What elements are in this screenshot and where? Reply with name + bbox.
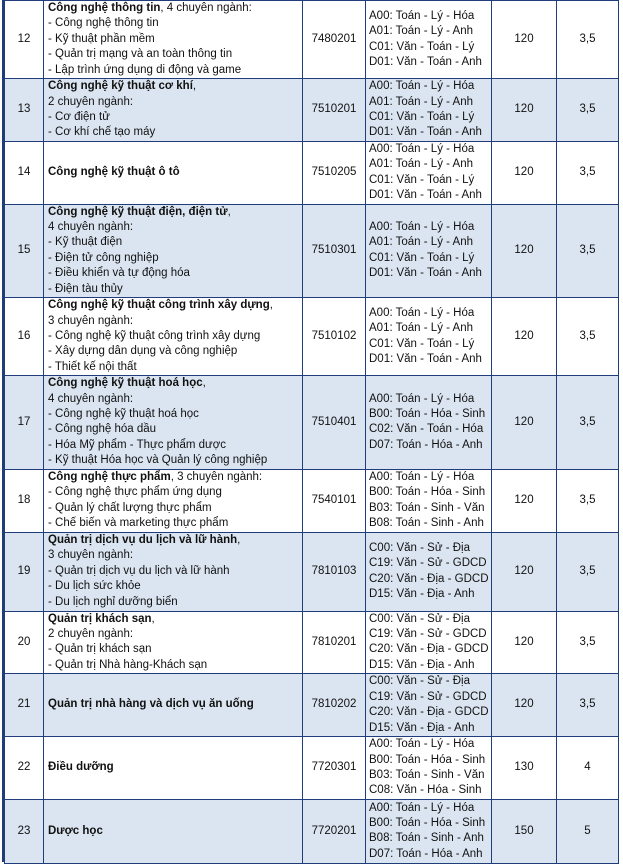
subject-combination: B00: Toán - Hóa - Sinh [369, 407, 486, 420]
subject-combination: A00: Toán - Lý - Hóa [369, 801, 475, 814]
subject-combination: A00: Toán - Lý - Hóa [369, 306, 475, 319]
program-cell [44, 799, 303, 863]
subject-combination: A01: Toán - Lý - Anh [369, 322, 473, 335]
specialization-item: - Hóa Mỹ phẩm - Thực phẩm dược [48, 438, 227, 451]
program-title-suffix: , 3 chuyên ngành: [170, 470, 263, 483]
specialization-item: - Kỹ thuật phần mềm [48, 32, 155, 45]
table-row [5, 1, 619, 79]
subject-combination: C08: Văn - Hóa - Sinh [369, 784, 482, 797]
specialization-item: - Chế biến và marketing thực phẩm [48, 516, 229, 529]
program-heading [48, 1, 302, 16]
quota: 120 [492, 204, 557, 297]
table-row [5, 737, 619, 800]
specialization-item: - Xây dựng dân dụng và công nghiệp [48, 345, 238, 358]
specialization-count: 3 chuyên ngành: [48, 314, 134, 327]
program-cell [44, 532, 303, 611]
subject-combination: D15: Văn - Địa - Anh [369, 587, 475, 600]
quota: 120 [492, 611, 557, 674]
min-score: 3,5 [557, 298, 619, 376]
program-heading [48, 79, 302, 94]
program-heading [48, 298, 302, 313]
quota: 120 [492, 674, 557, 737]
quota: 120 [492, 79, 557, 142]
subject-combination: C01: Văn - Toán - Lý [369, 251, 475, 264]
subject-combination: C01: Văn - Toán - Lý [369, 111, 475, 124]
subject-combination: B08: Toán - Sinh - Anh [369, 516, 484, 529]
subject-combination: A00: Toán - Lý - Hóa [369, 143, 475, 156]
quota: 120 [492, 1, 557, 79]
program-heading [48, 533, 302, 548]
program-title: Công nghệ kỹ thuật cơ khí [48, 80, 193, 93]
program-code: 7720301 [303, 737, 366, 800]
admissions-table-frame [2, 0, 618, 862]
program-code: 7810201 [303, 611, 366, 674]
program-code: 7810103 [303, 532, 366, 611]
specialization-count: 2 chuyên ngành: [48, 627, 134, 640]
program-code: 7510205 [303, 142, 366, 205]
row-number: 13 [5, 79, 44, 142]
subject-combinations [366, 79, 492, 142]
row-number: 22 [5, 737, 44, 800]
subject-combination: D07: Toán - Hóa - Anh [369, 438, 483, 451]
quota: 120 [492, 376, 557, 469]
table-row [5, 142, 619, 205]
program-title: Công nghệ thông tin [48, 2, 161, 14]
table-row [5, 298, 619, 376]
program-heading [48, 165, 302, 180]
program-title: Công nghệ kỹ thuật công trình xây dựng [48, 299, 270, 312]
specialization-item: - Du lịch sức khỏe [48, 580, 141, 593]
program-title-suffix: , [237, 534, 241, 547]
table-row [5, 79, 619, 142]
program-cell [44, 142, 303, 205]
subject-combination: C02: Văn - Toán - Hóa [369, 423, 484, 436]
subject-combinations [366, 204, 492, 297]
table-row [5, 469, 619, 532]
subject-combination: C20: Văn - Địa - GDCD [369, 572, 489, 585]
subject-combination: D07: Toán - Hóa - Anh [369, 847, 483, 860]
row-number: 19 [5, 532, 44, 611]
subject-combinations [366, 611, 492, 674]
specialization-item: - Quản lý chất lượng thực phẩm [48, 501, 212, 514]
min-score: 3,5 [557, 469, 619, 532]
row-number: 18 [5, 469, 44, 532]
subject-combinations [366, 376, 492, 469]
subject-combination: C01: Văn - Toán - Lý [369, 337, 475, 350]
program-title-suffix: , [192, 80, 197, 93]
specialization-item: - Du lịch nghỉ dưỡng biển [48, 595, 178, 608]
specialization-count: 2 chuyên ngành: [48, 95, 134, 108]
subject-combination: B00: Toán - Hóa - Sinh [369, 816, 486, 829]
min-score: 5 [557, 799, 619, 863]
subject-combination: C01: Văn - Toán - Lý [369, 40, 475, 53]
table-row [5, 204, 619, 297]
subject-combination: A01: Toán - Lý - Anh [369, 25, 473, 38]
subject-combination: C00: Văn - Sử - Địa [369, 675, 471, 688]
row-number: 20 [5, 611, 44, 674]
specialization-count: 3 chuyên ngành: [48, 549, 134, 562]
subject-combination: C00: Văn - Sử - Địa [369, 612, 471, 625]
program-title: Quản trị khách sạn [48, 612, 152, 625]
min-score: 3,5 [557, 1, 619, 79]
specialization-item: - Điện tử công nghiệp [48, 251, 159, 264]
quota: 150 [492, 799, 557, 863]
specialization-item: - Kỹ thuật điện [48, 236, 123, 249]
specialization-item: - Điện tàu thủy [48, 282, 123, 295]
subject-combination: A01: Toán - Lý - Anh [369, 95, 473, 108]
subject-combinations [366, 799, 492, 863]
subject-combination: D01: Văn - Toán - Anh [369, 126, 482, 139]
row-number: 23 [5, 799, 44, 863]
admissions-table [4, 0, 619, 864]
quota: 120 [492, 469, 557, 532]
program-heading [48, 376, 302, 391]
program-heading [48, 824, 302, 839]
program-title: Công nghệ kỹ thuật hoá học [48, 377, 203, 390]
subject-combination: D15: Văn - Địa - Anh [369, 721, 475, 734]
subject-combination: D01: Văn - Toán - Anh [369, 267, 482, 280]
specialization-item: - Cơ điện tử [48, 111, 110, 124]
program-heading [48, 697, 302, 712]
program-title: Quản trị nhà hàng và dịch vụ ăn uống [48, 698, 254, 711]
subject-combination: B08: Toán - Sinh - Anh [369, 832, 484, 845]
program-cell [44, 469, 303, 532]
specialization-item: - Công nghệ hóa dầu [48, 423, 157, 436]
program-code: 7510401 [303, 376, 366, 469]
program-title-suffix: , 4 chuyên ngành: [160, 2, 252, 14]
program-cell [44, 737, 303, 800]
program-cell [44, 674, 303, 737]
program-code: 7510102 [303, 298, 366, 376]
subject-combinations [366, 674, 492, 737]
program-title: Công nghệ kỹ thuật ô tô [48, 166, 180, 179]
program-title: Dược học [48, 824, 103, 837]
row-number: 14 [5, 142, 44, 205]
min-score: 3,5 [557, 611, 619, 674]
subject-combination: A00: Toán - Lý - Hóa [369, 470, 475, 483]
min-score: 3,5 [557, 532, 619, 611]
specialization-item: - Quản trị dịch vụ du lịch và lữ hành [48, 564, 230, 577]
subject-combination: C19: Văn - Sử - GDCD [369, 557, 487, 570]
row-number: 16 [5, 298, 44, 376]
table-row [5, 532, 619, 611]
subject-combination: D01: Văn - Toán - Anh [369, 189, 482, 202]
row-number: 12 [5, 1, 44, 79]
subject-combination: A00: Toán - Lý - Hóa [369, 392, 475, 405]
subject-combination: A01: Toán - Lý - Anh [369, 158, 473, 171]
subject-combination: B00: Toán - Hóa - Sinh [369, 753, 486, 766]
specialization-item: - Kỹ thuật Hóa học và Quản lý công nghiệp [48, 454, 268, 467]
subject-combination: A00: Toán - Lý - Hóa [369, 221, 475, 234]
program-title-suffix: , [269, 299, 273, 312]
specialization-count: 4 chuyên ngành: [48, 221, 134, 234]
subject-combinations [366, 298, 492, 376]
table-row [5, 674, 619, 737]
min-score: 3,5 [557, 204, 619, 297]
specialization-item: - Lập trình ứng dụng di động và game [48, 63, 242, 76]
subject-combination: C20: Văn - Địa - GDCD [369, 643, 489, 656]
row-number: 17 [5, 376, 44, 469]
specialization-item: - Cơ khí chế tạo máy [48, 126, 156, 139]
subject-combinations [366, 469, 492, 532]
table-row [5, 799, 619, 863]
quota: 120 [492, 532, 557, 611]
program-code: 7720201 [303, 799, 366, 863]
subject-combination: D01: Văn - Toán - Anh [369, 55, 482, 68]
specialization-item: - Quản trị khách sạn [48, 643, 152, 656]
table-row [5, 376, 619, 469]
min-score: 4 [557, 737, 619, 800]
program-heading [48, 470, 302, 485]
program-title: Công nghệ thực phẩm [48, 470, 171, 483]
subject-combinations [366, 142, 492, 205]
quota: 130 [492, 737, 557, 800]
subject-combination: C20: Văn - Địa - GDCD [369, 706, 489, 719]
table-row [5, 611, 619, 674]
program-heading [48, 612, 302, 627]
subject-combination: B03: Toán - Sinh - Văn [369, 501, 485, 514]
program-code: 7510201 [303, 79, 366, 142]
program-cell [44, 79, 303, 142]
subject-combination: A00: Toán - Lý - Hóa [369, 80, 475, 93]
specialization-item: - Công nghệ kỹ thuật hoá học [48, 407, 199, 420]
specialization-item: - Công nghệ thông tin [48, 17, 159, 30]
subject-combination: C19: Văn - Sử - GDCD [369, 690, 487, 703]
subject-combinations [366, 1, 492, 79]
row-number: 15 [5, 204, 44, 297]
min-score: 3,5 [557, 674, 619, 737]
program-code: 7480201 [303, 1, 366, 79]
program-heading [48, 205, 302, 220]
quota: 120 [492, 142, 557, 205]
min-score: 3,5 [557, 142, 619, 205]
specialization-count: 4 chuyên ngành: [48, 392, 134, 405]
specialization-item: - Quản trị Nhà hàng-Khách sạn [48, 658, 208, 671]
program-code: 7540101 [303, 469, 366, 532]
subject-combination: D01: Văn - Toán - Anh [369, 353, 482, 366]
program-heading [48, 760, 302, 775]
subject-combinations [366, 532, 492, 611]
specialization-item: - Công nghệ kỹ thuật công trình xây dựng [48, 329, 261, 342]
subject-combinations [366, 737, 492, 800]
program-cell [44, 611, 303, 674]
program-title: Điều dưỡng [48, 761, 114, 774]
quota: 120 [492, 298, 557, 376]
subject-combination: C00: Văn - Sử - Địa [369, 541, 471, 554]
program-cell [44, 298, 303, 376]
specialization-item: - Công nghệ thực phẩm ứng dụng [48, 486, 222, 499]
program-code: 7810202 [303, 674, 366, 737]
program-title: Quản trị dịch vụ du lịch và lữ hành [48, 534, 238, 547]
specialization-item: - Quản trị mạng và an toàn thông tin [48, 48, 233, 61]
subject-combination: A00: Toán - Lý - Hóa [369, 9, 475, 22]
program-cell [44, 204, 303, 297]
specialization-item: - Thiết kế nội thất [48, 360, 137, 373]
program-code: 7510301 [303, 204, 366, 297]
program-title-suffix: , [202, 377, 206, 390]
subject-combination: A01: Toán - Lý - Anh [369, 236, 473, 249]
program-title: Công nghệ kỹ thuật điện, điện tử [48, 205, 228, 218]
subject-combination: A00: Toán - Lý - Hóa [369, 738, 475, 751]
row-number: 21 [5, 674, 44, 737]
subject-combination: B03: Toán - Sinh - Văn [369, 769, 485, 781]
subject-combination: B00: Toán - Hóa - Sinh [369, 486, 486, 499]
min-score: 3,5 [557, 79, 619, 142]
program-cell [44, 376, 303, 469]
table-body [5, 1, 619, 864]
specialization-item: - Điều khiển và tự động hóa [48, 267, 190, 280]
subject-combination: C01: Văn - Toán - Lý [369, 173, 475, 186]
subject-combination: C19: Văn - Sử - GDCD [369, 627, 487, 640]
min-score: 3,5 [557, 376, 619, 469]
program-title-suffix: , [227, 205, 231, 218]
program-cell [44, 1, 303, 79]
subject-combination: D15: Văn - Địa - Anh [369, 658, 475, 671]
program-title-suffix: , [151, 612, 155, 625]
